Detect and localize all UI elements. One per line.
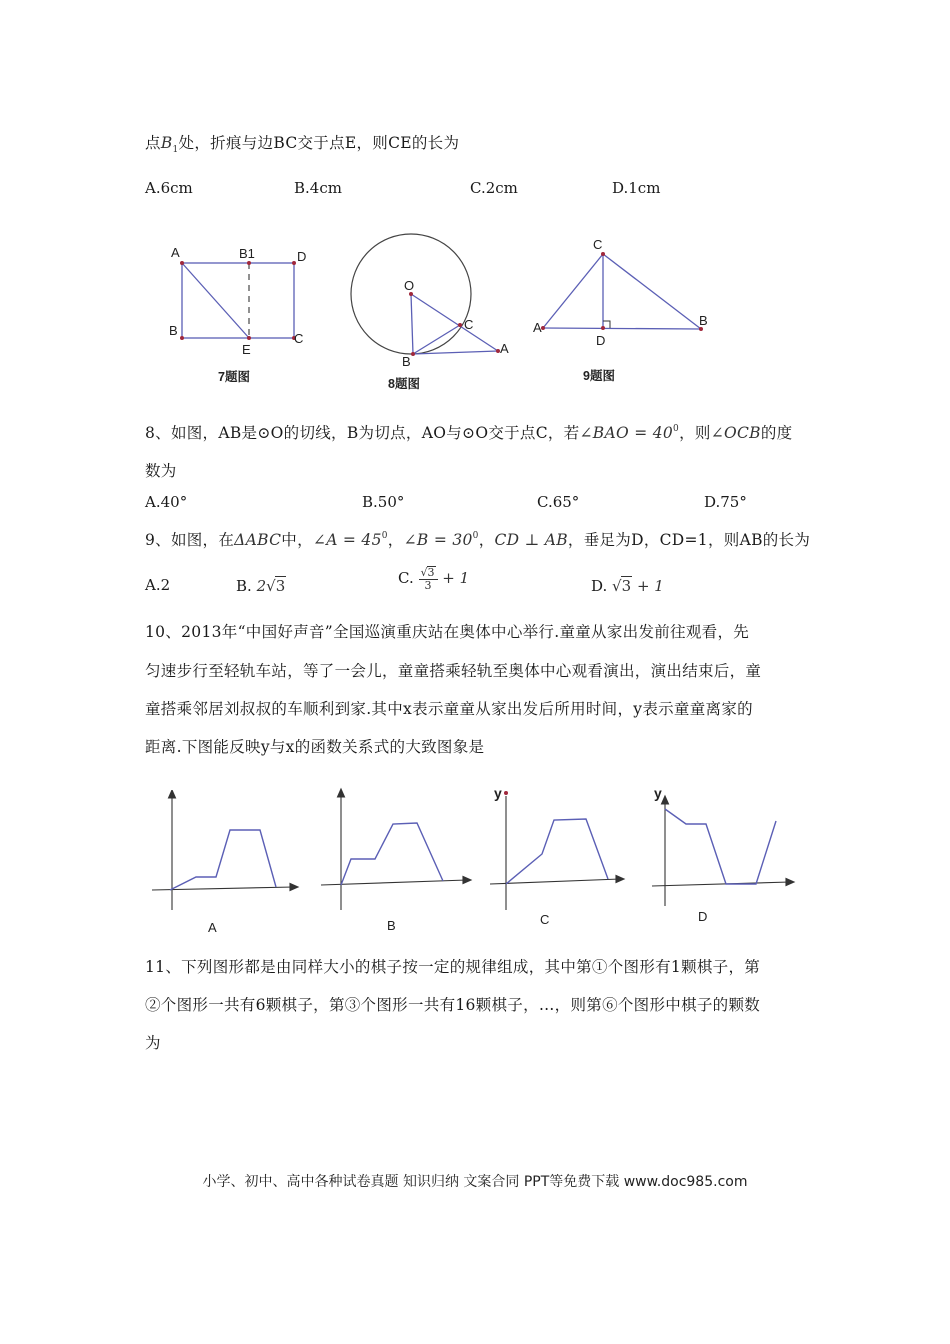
q9-opt-b-coef: 2 [256,577,267,595]
graph-a [148,790,308,940]
q8-stem-line1 [145,421,792,443]
fig7-point-a [180,261,184,265]
q9-opt-c-fraction [419,566,438,592]
fig9-label-c: C [593,237,603,252]
graph-d-x-axis [652,882,790,886]
q8-text-c: 的度 [760,424,793,442]
fig9-line-cb [603,254,701,329]
graph-d-curve [665,809,776,884]
q9-opt-b-prefix: B. [236,577,252,595]
fig7-label-d: D [297,249,307,264]
q7-option-c: C.2cm [470,179,518,197]
q7-point-var [160,134,179,155]
fig7-rectangle [182,263,294,338]
q8-target-angle: ∠OCB [710,424,761,442]
q9-angb-sup: 0 [472,531,479,541]
q10-line-4: 距离.下图能反映y与x的函数关系式的大致图象是 [145,738,485,756]
fig9-label-d: D [596,333,606,348]
q9-text-c: ， [387,531,404,549]
graph-b [317,785,477,940]
graph-b-curve [341,823,443,885]
q7-stem-tail [145,131,459,155]
fig7-caption: 7题图 [218,370,250,384]
q8-cond1: ∠BAO = 40 [579,424,674,442]
fig9-line-ab [543,328,701,329]
q8-option-c: C.65° [537,493,580,511]
q10-line-1: 10、2013年“中国好声音”全国巡演重庆站在奥体中心举行.童童从家出发前往观看，先 [145,623,750,641]
graph-b-y-arrow [338,789,345,797]
graph-d-x-arrow [786,879,794,886]
q9-opt-d-prefix: D. [591,577,608,595]
q9-perp: CD ⊥ AB [494,531,568,549]
q9-opt-c-tail: + 1 [442,569,470,587]
q9-opt-c-rad: 3 [427,566,435,579]
q9-opt-c-den: 3 [424,579,432,592]
graph-a-curve [170,830,276,890]
graph-c [486,780,646,935]
q11-line-1: 11、下列图形都是由同样大小的棋子按一定的规律组成，其中第①个图形有1颗棋子，第 [145,958,761,976]
graph-b-label: B [387,918,396,933]
fig8-line-ob [411,294,413,354]
fig9-point-c [601,252,605,256]
q9-text-e: ，垂足为D，CD=1，则AB的长为 [567,531,811,549]
q9-opt-c-prefix: C. [398,569,414,587]
q8-option-a: A.40° [145,493,188,511]
graph-a-label: A [208,920,217,935]
fig9-label-a: A [533,320,542,335]
q9-option-c [398,566,469,592]
q9-text-a: 9、如图，在 [145,531,235,549]
fig8-line-bc [413,325,460,354]
fig7-point-b1 [247,261,251,265]
q7-rest: 处，折痕与边BC交于点E，则CE的长为 [178,134,460,152]
q8-stem-line2: 数为 [145,462,177,480]
figure-9 [525,232,725,392]
fig7-label-c: C [294,331,304,346]
q9-text-d: ， [478,531,495,549]
graph-c-y-label: y [494,785,502,801]
fig9-label-b: B [699,313,708,328]
graph-d-y-label: y [654,785,662,801]
q9-anga: ∠A = 45 [312,531,382,549]
q7-option-b: B.4cm [294,179,342,197]
graph-c-curve [506,819,608,884]
q9-opt-b-expr: 2√3 [256,577,286,595]
q7-option-d: D.1cm [612,179,661,197]
fig7-point-b [180,336,184,340]
q9-angb: ∠B = 30 [403,531,473,549]
graph-c-marker [504,791,508,795]
fig8-line-oa [411,294,498,351]
fig7-label-b1: B1 [239,246,255,261]
fig8-label-o: O [404,278,415,293]
fig7-point-d [292,261,296,265]
q9-option-a: A.2 [145,576,171,594]
q9-opt-d-expr: √3 + 1 [612,577,664,595]
graph-d [648,776,808,931]
q9-opt-d-rad: 3 [621,577,632,595]
graph-d-y-arrow [662,796,669,804]
q9-opt-c-numerator: √3 [419,566,438,580]
graph-c-x-arrow [616,876,624,883]
fig8-point-c [458,323,462,327]
q9-option-b [236,576,286,595]
q11-line-3: 为 [145,1034,161,1052]
fig7-fold-line [182,263,249,338]
fig9-point-d [601,326,605,330]
q9-stem [145,528,810,550]
q8-cond1-sup: 0 [673,424,680,434]
fig8-label-b: B [402,354,411,369]
q7-var: B [160,134,173,152]
graph-a-y-arrow [169,790,176,798]
graph-c-label: C [540,912,550,927]
fig8-point-b [411,352,415,356]
graph-a-x-arrow [290,884,298,891]
graph-b-x-arrow [463,877,471,884]
fig7-label-b: B [169,323,178,338]
graph-d-label: D [698,909,708,924]
q9-text-b: 中， [281,531,313,549]
q9-angle-b [404,531,479,549]
q10-line-2: 匀速步行至轻轨车站，等了一会儿，童童搭乘轻轨至奥体中心观看演出，演出结束后，童 [145,662,762,680]
q8-text-a: 8、如图，AB是⊙O的切线，B为切点，AO与⊙O交于点C，若 [145,424,580,442]
q8-condition-angle [580,424,680,442]
fig7-label-e: E [242,342,251,357]
q8-option-b: B.50° [362,493,405,511]
q11-line-2: ②个图形一共有6颗棋子，第③个图形一共有16颗棋子，…，则第⑥个图形中棋子的颗数 [145,996,761,1014]
q9-angle-a [313,531,388,549]
fig7-label-a: A [171,245,180,260]
q9-triangle: ΔABC [234,531,282,549]
fig9-line-ac [543,254,603,328]
fig9-caption: 9题图 [583,369,615,383]
q9-opt-b-rad: 3 [275,577,286,595]
q8-option-d: D.75° [704,493,747,511]
fig8-label-c: C [464,317,474,332]
fig7-point-e [247,336,251,340]
fig8-label-a: A [500,341,509,356]
figure-7 [160,240,330,390]
q7-sub: 1 [172,145,179,155]
fig8-caption: 8题图 [388,377,420,391]
page-footer: 小学、初中、高中各种试卷真题 知识归纳 文案合同 PPT等免费下载 www.doc985.com [202,1174,748,1190]
q9-option-d [591,576,664,595]
figure-8 [340,218,520,396]
q9-anga-sup: 0 [381,531,388,541]
q7-prefix: 点 [145,134,161,152]
q7-option-a: A.6cm [145,179,193,197]
q8-text-b: ，则 [679,424,711,442]
q10-line-3: 童搭乘邻居刘叔叔的车顺利到家.其中x表示童童从家出发后所用时间，y表示童童离家的 [145,700,753,718]
q9-opt-d-tail: + 1 [636,577,664,595]
